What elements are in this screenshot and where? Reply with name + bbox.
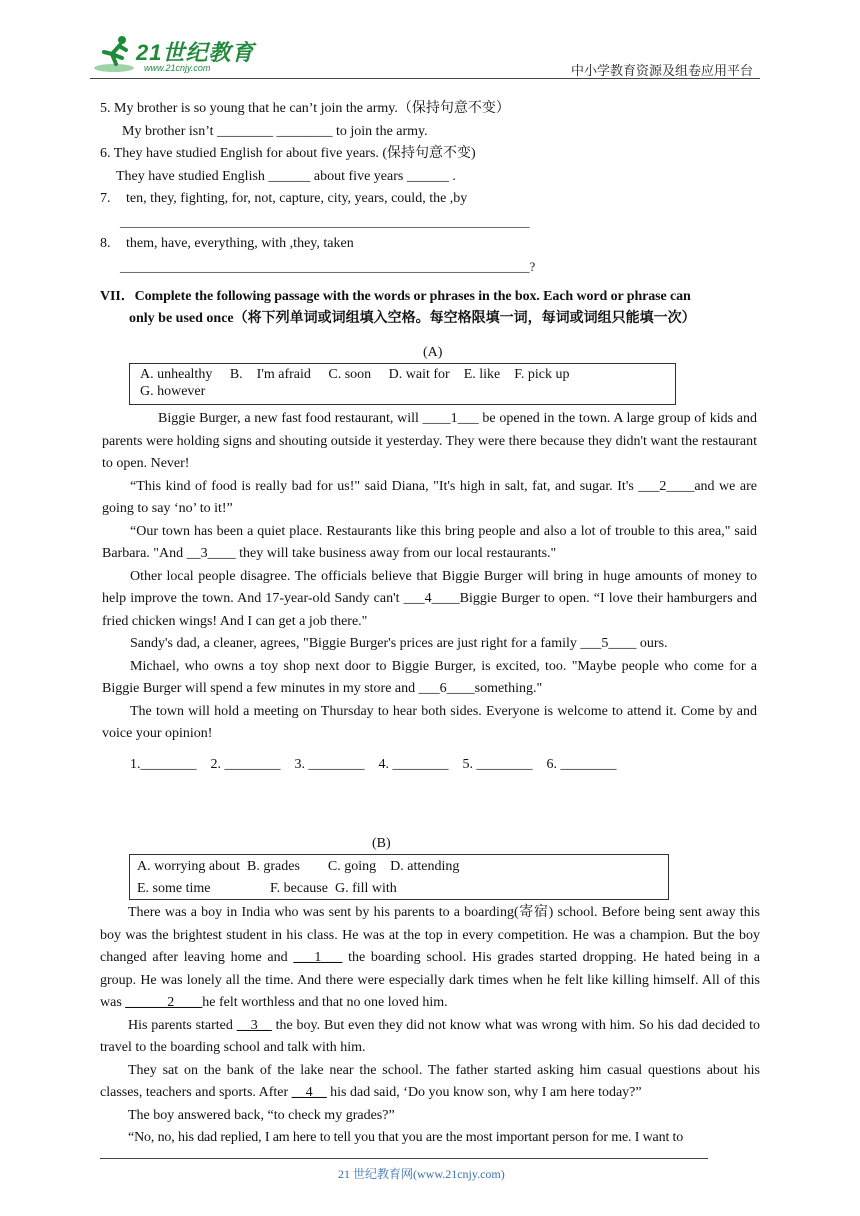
passage-a-paragraph: Sandy's dad, a cleaner, agrees, "Biggie Burger's prices are just right for a family ___5____ ours. [130, 636, 668, 651]
runner-logo-icon [92, 34, 134, 74]
passage-b-text-run: the boarding school. His grades started dropping. He hated being in a group. He was lonely all the time. And there were especially dark times when he felt like killing himself. All of this was [100, 950, 761, 1010]
passage-b-text-run: his dad said, ‘Do you know son, why I am here today?” [330, 1085, 642, 1100]
passage-b-word-box [129, 854, 669, 900]
passage-b-text-run: They sat on the bank of the lake near the school. The father started asking him casual questions about his classes, teachers and sports. After [100, 1062, 760, 1100]
passage-a-text [102, 408, 757, 746]
passage-a-paragraph: Other local people disagree. The officials believe that Biggie Burger will bring in huge amounts of money to help improve the town. And 17-year-old Sandy can't ___4____Biggie Burger to open. “I love their hamburgers and fried chicken wings! And I can get a job there." [102, 568, 757, 629]
platform-name: 中小学教育资源及组卷应用平台 [571, 64, 754, 79]
passage-a-paragraph: Michael, who owns a toy shop next door to Biggie Burger, is excited, too. "Maybe people who come for a Biggie Burger will spend a few minutes in my store and ___6____something." [102, 658, 757, 696]
question-7-number: 7. [100, 191, 111, 206]
passage-a-paragraph: Biggie Burger, a new fast food restaurant, will ____1___ be opened in the town. A large group of kids and parents were holding signs and shouting outside it yesterday. They were there because they didn't want the restaurant to open. Never! [102, 411, 757, 471]
passage-a-label: (A) [423, 345, 443, 360]
passage-b-paragraph-2 [100, 1015, 760, 1060]
footer-rule [100, 1158, 708, 1159]
passage-b-text-run: There was a boy in India who was sent by his parents to a boarding(寄宿) school. Before being sent away this boy was the brightest student in his class. He was at the top in every competition. He was a champion. But the boy changed after leaving home and [100, 905, 760, 965]
logo-text: 21世纪教育 [136, 40, 255, 65]
passage-a-paragraph: “This kind of food is really bad for us!" said Diana, "It's high in salt, fat, and sugar. It's ___2____and we are going to say ‘no’ to it!” [102, 478, 757, 516]
blank-1: ___1___ [293, 950, 343, 965]
blank-4: __4__ [291, 1085, 327, 1100]
passage-a-word-box [129, 363, 676, 405]
blank-3: __3__ [236, 1017, 272, 1033]
question-6: 6. They have studied English for about five years. (保持句意不变) [100, 146, 476, 161]
passage-b-text-run: the boy. But even they did not know what was wrong with him. So his dad decided to travel to the boarding school and talk with him. [100, 1017, 761, 1055]
question-5-answer: My brother isn’t ________ ________ to join the army. [122, 124, 428, 139]
question-6-answer: They have studied English ______ about five years ______ . [116, 169, 456, 184]
header-rule [90, 78, 760, 79]
passage-a-paragraph: “Our town has been a quiet place. Restaurants like this bring people and also a lot of trouble to this area," said Barbara. "And __3____ they will take business away from our local restaurants." [102, 523, 757, 561]
section-7-title-line2: only be used once（将下列单词或词组填入空格。每空格限填一词，每词或词组只能填一次） [129, 311, 696, 326]
word-box-row-2: E. some time F. because G. fill with [137, 881, 397, 896]
question-8-answer-line: _______________________________________________________________? [120, 259, 536, 274]
question-5: 5. My brother is so young that he can’t join the army.（保持句意不变） [100, 101, 510, 116]
footer-text: 21 世纪教育网(www.21cnjy.com) [338, 1167, 505, 1181]
word-box-row-1: A. worrying about B. grades C. going D. attending [137, 859, 460, 874]
passage-b-paragraph-1 [100, 902, 760, 1015]
passage-b-paragraph-3 [100, 1060, 760, 1105]
passage-b-paragraph-4: The boy answered back, “to check my grades?” [128, 1107, 395, 1123]
passage-b-text [100, 902, 760, 1150]
section-7-title: VII．Complete the following passage with the words or phrases in the box. Each word or phrase can [100, 289, 691, 304]
word-box-row-1: A. unhealthy B. I'm afraid C. soon D. wait for E. like F. pick up [140, 367, 570, 382]
passage-a-paragraph: The town will hold a meeting on Thursday to hear both sides. Everyone is welcome to attend it. Come by and voice your opinion! [102, 703, 757, 741]
passage-b-paragraph-5: “No, no, his dad replied, I am here to tell you that you are the most important person for me. I want to [128, 1130, 684, 1145]
question-7-answer-line: _______________________________________________________________ [120, 214, 530, 229]
logo-url: www.21cnjy.com [144, 63, 211, 73]
blank-2: ______2____ [125, 995, 203, 1010]
passage-b-label: (B) [372, 836, 391, 851]
question-8: them, have, everything, with ,they, taken [126, 236, 354, 251]
site-logo [92, 34, 262, 76]
question-7: ten, they, fighting, for, not, capture, city, years, could, the ,by [126, 191, 468, 206]
question-8-number: 8. [100, 236, 111, 251]
word-box-row-2: G. however [140, 384, 206, 399]
passage-b-text-run: His parents started [128, 1017, 233, 1033]
passage-a-answer-blanks: 1.________ 2. ________ 3. ________ 4. ________ 5. ________ 6. ________ [130, 757, 617, 772]
passage-b-text-run: he felt worthless and that no one loved him. [202, 995, 448, 1010]
